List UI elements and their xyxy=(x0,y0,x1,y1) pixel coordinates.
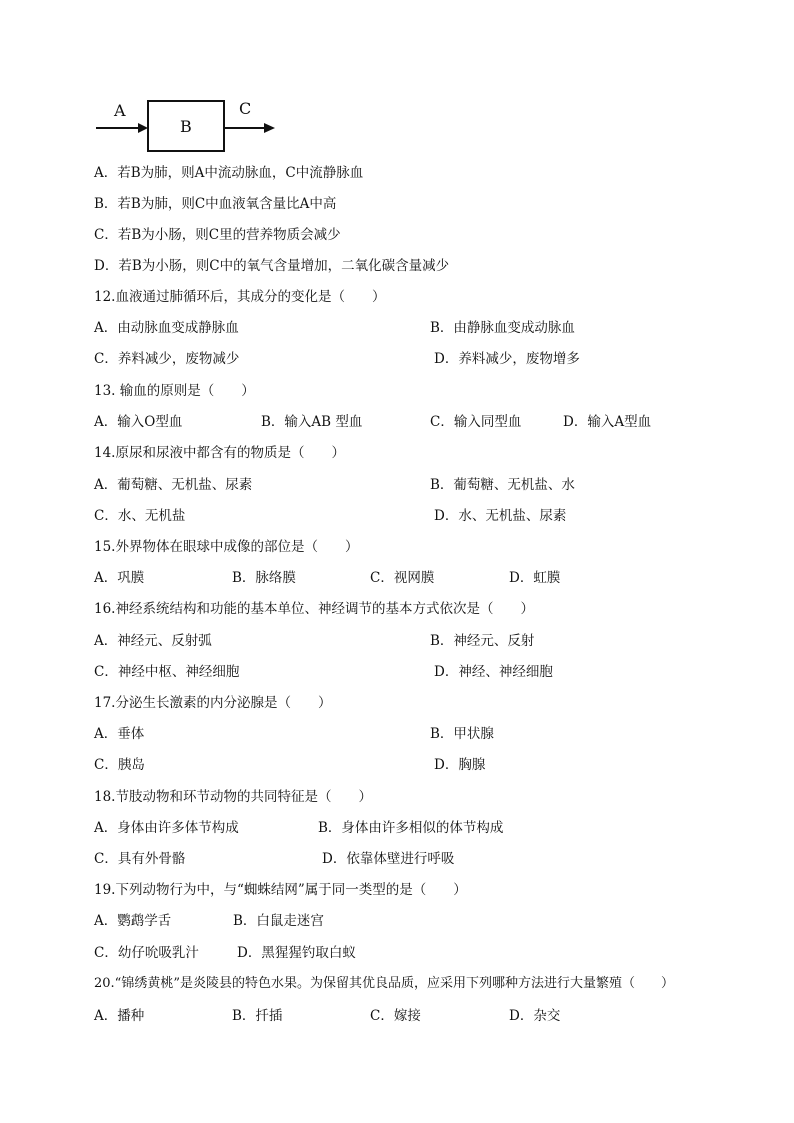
q19-option-c: C．幼仔吮吸乳汁 xyxy=(94,945,199,961)
q11-option-c: C．若B为小肠，则C里的营养物质会减少 xyxy=(94,227,341,243)
q20-option-b: B．扦插 xyxy=(232,1008,283,1024)
q12-option-a: A．由动脉血变成静脉血 xyxy=(94,320,239,336)
q14-option-d: D．水、无机盐、尿素 xyxy=(434,508,567,524)
q16-option-d: D．神经、神经细胞 xyxy=(434,664,553,680)
q11-option-b: B．若B为肺，则C中血液氧含量比A中高 xyxy=(94,196,337,212)
q17-option-a: A．垂体 xyxy=(94,726,145,742)
q17-option-c: C．胰岛 xyxy=(94,757,145,773)
q13-option-c: C．输入同型血 xyxy=(430,414,522,430)
q17-stem: 17.分泌生长激素的内分泌腺是（ ） xyxy=(94,695,332,711)
q11-option-a: A．若B为肺，则A中流动脉血，C中流静脉血 xyxy=(94,165,364,181)
q18-stem: 18.节肢动物和环节动物的共同特征是（ ） xyxy=(94,789,372,805)
q12-option-b: B．由静脉血变成动脉血 xyxy=(430,320,575,336)
q20-option-c: C．嫁接 xyxy=(370,1008,421,1024)
q18-option-c: C．具有外骨骼 xyxy=(94,851,186,867)
q15-option-b: B．脉络膜 xyxy=(232,570,296,586)
q15-option-c: C．视网膜 xyxy=(370,570,435,586)
q12-stem: 12.血液通过肺循环后，其成分的变化是（ ） xyxy=(94,289,386,305)
diagram-label-c: C xyxy=(239,99,252,118)
q18-option-a: A．身体由许多体节构成 xyxy=(94,820,239,836)
q19-stem: 19.下列动物行为中，与“蜘蛛结网”属于同一类型的是（ ） xyxy=(94,882,467,898)
q16-option-b: B．神经元、反射 xyxy=(430,633,535,649)
q14-stem: 14.原尿和尿液中都含有的物质是（ ） xyxy=(94,445,345,461)
q11-option-d: D．若B为小肠，则C中的氧气含量增加，二氧化碳含量减少 xyxy=(94,258,450,274)
q17-option-d: D．胸腺 xyxy=(434,757,486,773)
q14-option-b: B．葡萄糖、无机盐、水 xyxy=(430,477,575,493)
q16-option-c: C．神经中枢、神经细胞 xyxy=(94,664,240,680)
q12-option-c: C．养料减少，废物减少 xyxy=(94,351,240,367)
q16-stem: 16.神经系统结构和功能的基本单位、神经调节的基本方式依次是（ ） xyxy=(94,601,534,617)
q20-stem: 20.“锦绣黄桃”是炎陵县的特色水果。为保留其优良品质，应采用下列哪种方法进行大量繁殖（ ） xyxy=(94,976,674,991)
q16-option-a: A．神经元、反射弧 xyxy=(94,633,212,649)
arrow-in-head xyxy=(138,123,148,133)
q18-option-d: D．依靠体壁进行呼吸 xyxy=(322,851,455,867)
q13-option-b: B．输入AB 型血 xyxy=(261,414,363,430)
q14-option-c: C．水、无机盐 xyxy=(94,508,186,524)
q15-option-a: A．巩膜 xyxy=(94,570,145,586)
q19-option-b: B．白鼠走迷宫 xyxy=(233,913,324,929)
diagram-label-a: A xyxy=(114,101,126,120)
q15-option-d: D．虹膜 xyxy=(509,570,561,586)
q13-option-a: A．输入O型血 xyxy=(94,414,183,430)
q12-option-d: D．养料减少，废物增多 xyxy=(434,351,580,367)
q19-option-d: D．黑猩猩钓取白蚁 xyxy=(237,945,356,961)
q13-stem: 13. 输血的原则是（ ） xyxy=(94,383,255,399)
q13-option-d: D．输入A型血 xyxy=(563,414,652,430)
q15-stem: 15.外界物体在眼球中成像的部位是（ ） xyxy=(94,539,359,555)
diagram-label-b: B xyxy=(180,117,192,136)
q20-option-a: A．播种 xyxy=(94,1008,145,1024)
arrow-out-head xyxy=(264,123,275,133)
q14-option-a: A．葡萄糖、无机盐、尿素 xyxy=(94,477,253,493)
q19-option-a: A．鹦鹉学舌 xyxy=(94,913,172,929)
q18-option-b: B．身体由许多相似的体节构成 xyxy=(318,820,504,836)
flow-diagram xyxy=(94,92,284,156)
q20-option-d: D．杂交 xyxy=(509,1008,561,1024)
q17-option-b: B．甲状腺 xyxy=(430,726,494,742)
